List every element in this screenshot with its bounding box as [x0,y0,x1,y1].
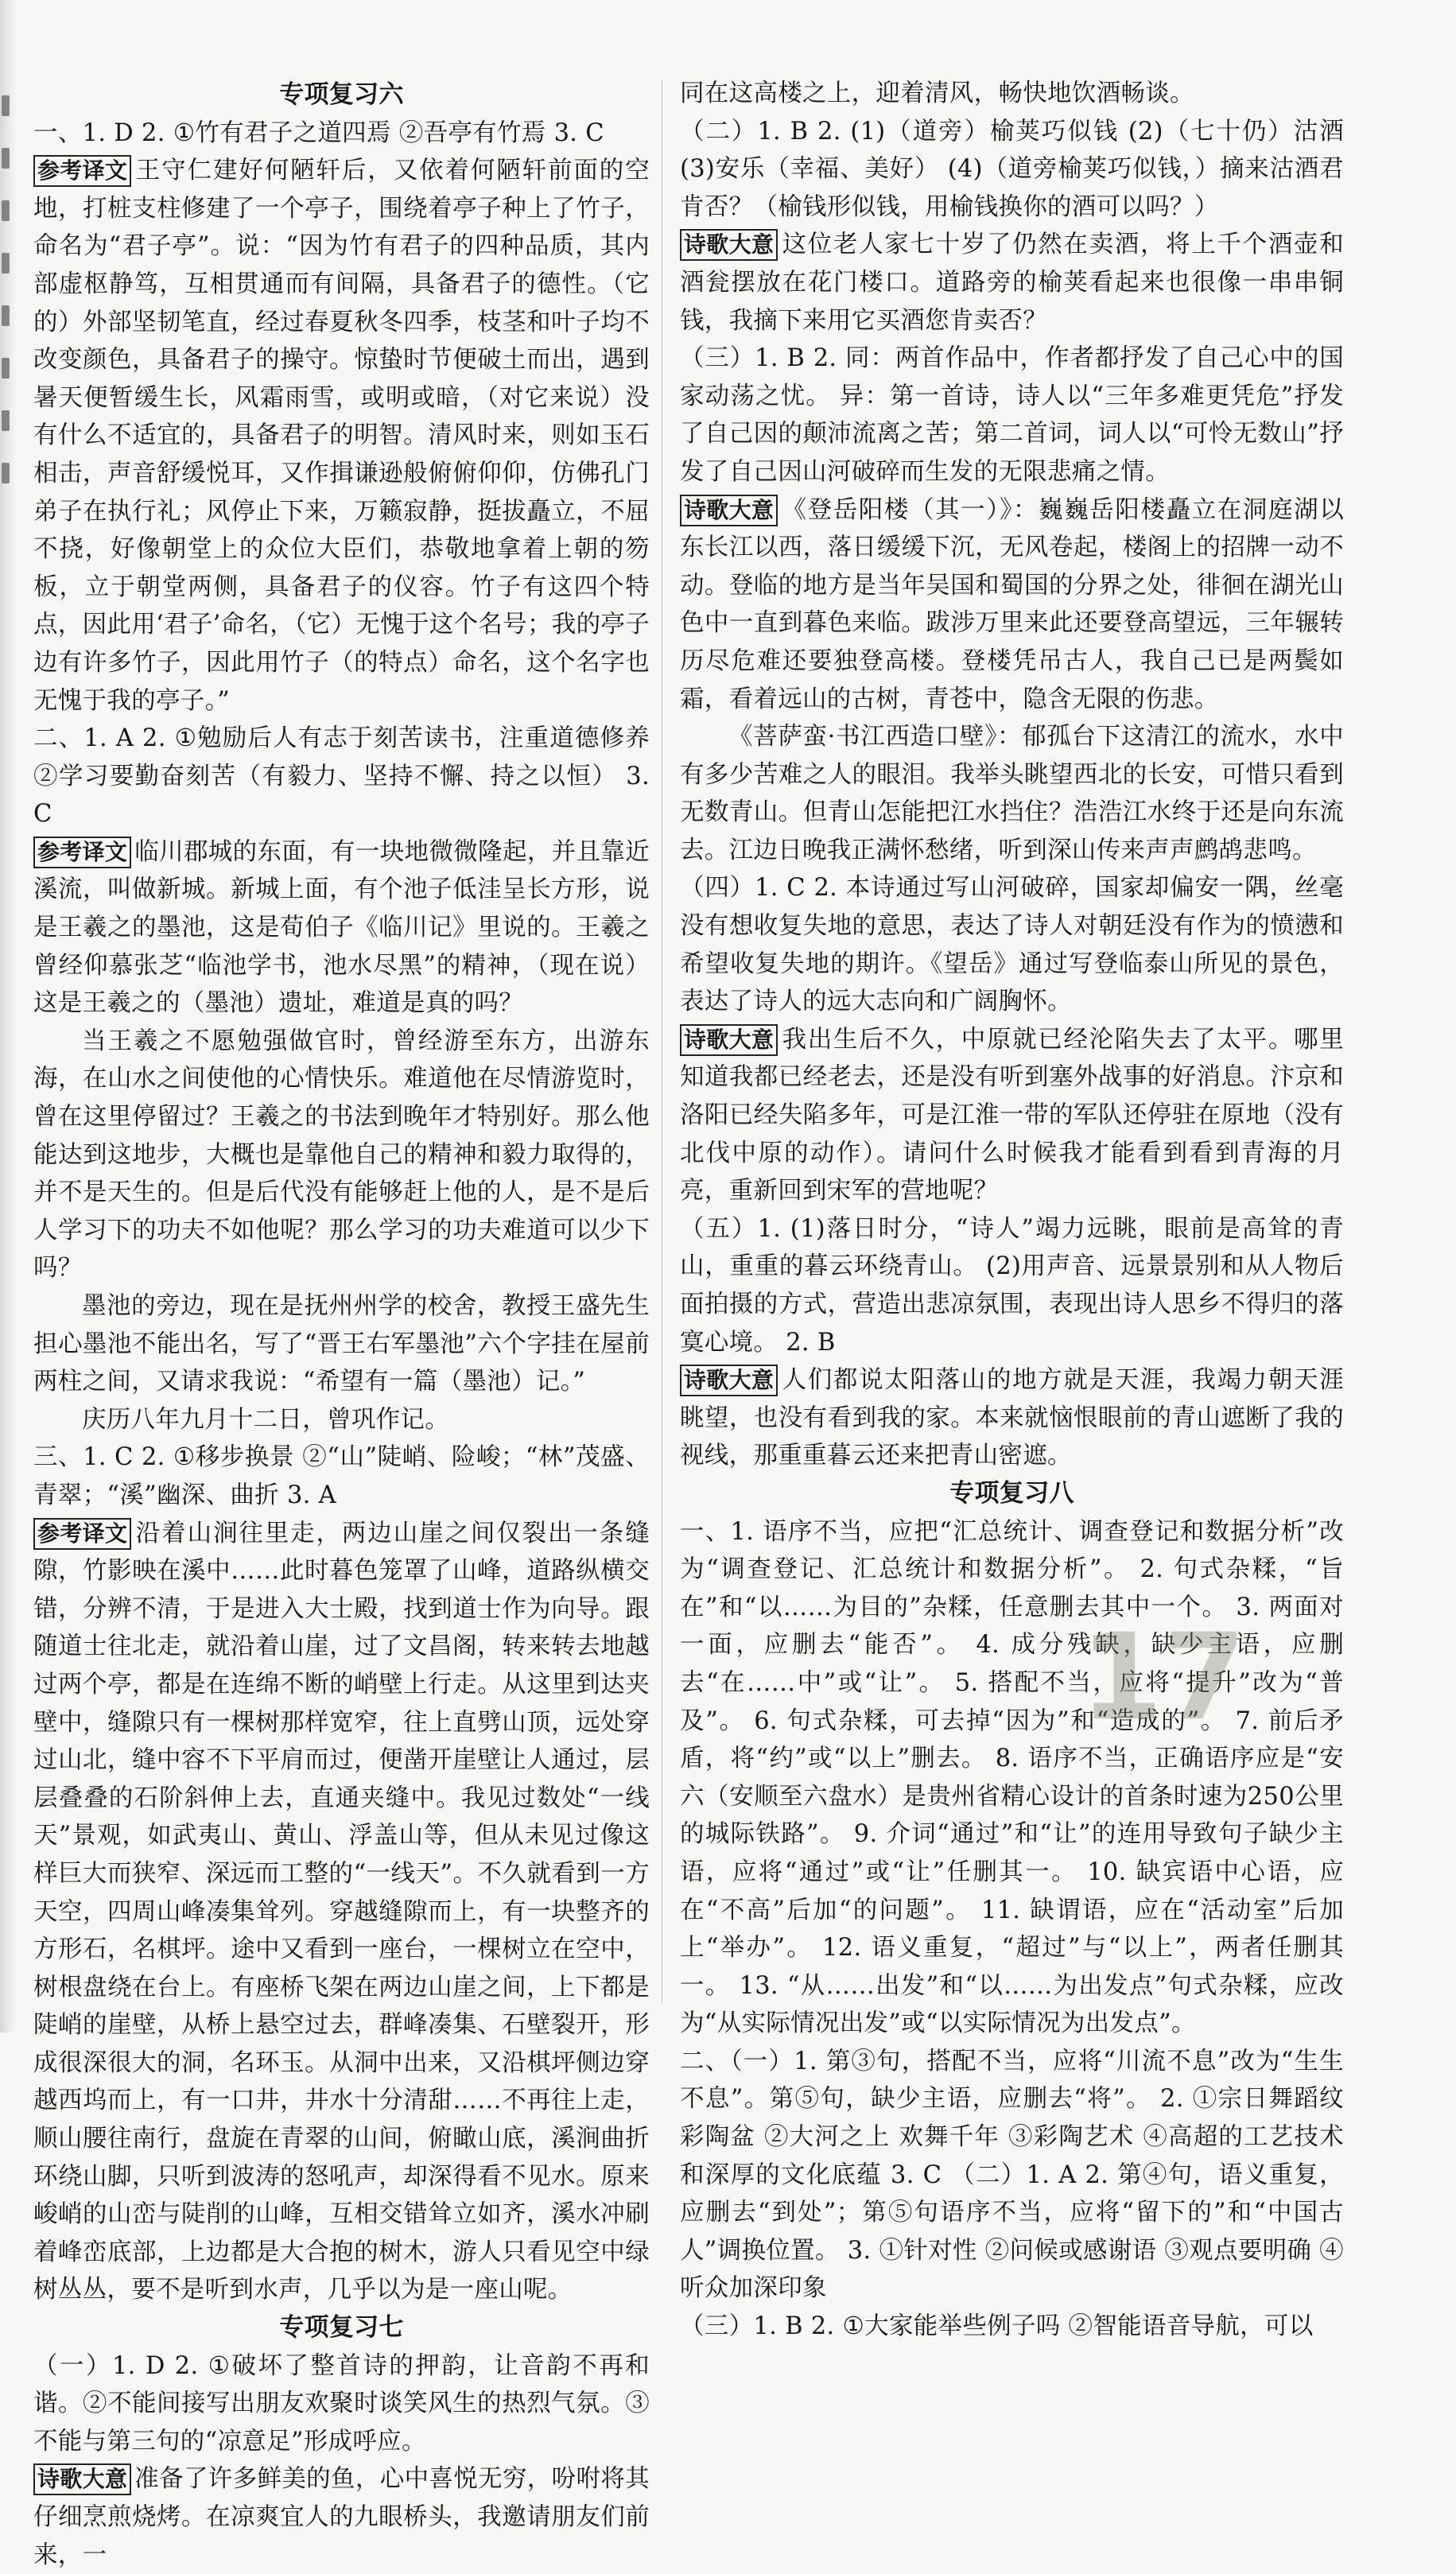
tag-label: 诗歌大意 [680,495,778,526]
poem-meaning-text: 我出生后不久，中原就已经沦陷失去了太平。哪里知道我都已经老去，还是没有听到塞外战事的好消息。汴京和洛阳已经失陷多年，可是江淮一带的军队还停驻在原地（没有北伐中原的动作）。请问什么时候我才能看到看到青海的月亮，重新回到宋军的营地呢？ [680,1025,1344,1205]
poem-meaning-block [680,1361,1344,1475]
paragraph: 《菩萨蛮·书江西造口壁》：郁孤台下这清江的流水，水中有多少苦难之人的眼泪。我举头眺望西北的长安，可惜只看到无数青山。但青山怎能把江水挡住？浩浩江水终于还是向东流去。江边日晚我正满怀愁绪，听到深山传来声声鹧鸪悲鸣。 [680,723,1344,864]
tag-label: 参考译文 [33,837,131,868]
translation-text: 临川郡城的东面，有一块地微微隆起，并且靠近溪流，叫做新城。新城上面，有个池子低洼呈长方形，说是王羲之的墨池，这是荀伯子《临川记》里说的。王羲之曾经仰慕张芝“临池学书，池水尽黑”的精神，（现在说）这是王羲之的（墨池）遗址，难道是真的吗？ [33,837,650,1018]
answer-6-3: 三、1. C 2. ①移步换景 ②“山”陡峭、险峻；“林”茂盛、青翠；“溪”幽深、曲折 3. A [33,1443,650,1509]
tag-label: 诗歌大意 [680,229,778,261]
poem-meaning-text: 这位老人家七十岁了仍然在卖酒，将上千个酒壶和酒瓮摆放在花门楼口。道路旁的榆荚看起来也很像一串串铜钱，我摘下来用它买酒您肯卖否？ [680,231,1344,335]
translation-text: 王守仁建好何陋轩后，又依着何陋轩前面的空地，打桩支柱修建了一个亭子，围绕着亭子种上了竹子，命名为“君子亭”。说：“因为竹有君子的四种品质，其内部虚枢静笃，互相贯通而有间隔，具备君子的德性。（它的）外部坚韧笔直，经过春夏秋冬四季，枝茎和叶子均不改变颜色，具备君子的操守。惊蛰时节便破土而出，遇到暑天便暂缓生长，风霜雨雪，或明或暗，（对它来说）没有什么不适宜的，具备君子的明智。清风时来，则如玉石相击，声音舒缓悦耳，又作揖谦逊般俯俯仰仰，仿佛孔门弟子在执行礼；风停止下来，万籁寂静，挺拔矗立，不屈不挠，好像朝堂上的众位大臣们，恭敬地拿着上朝的笏板，立于朝堂两侧，具备君子的仪容。竹子有这四个特点，因此用‘君子’命名，（它）无愧于这个名号；我的亭子边有许多竹子，因此用竹子（的特点）命名，这个名字也无愧于我的亭子。” [33,157,650,715]
poem-meaning-text: 《登岳阳楼（其一）》：巍巍岳阳楼矗立在洞庭湖以东长江以西，落日缓缓下沉，无风卷起，楼阁上的招牌一动不动。登临的地方是当年吴国和蜀国的分界之处，徘徊在湖光山色中一直到暮色来临。跋涉万里来此还要登高望远，三年辗转历尽危难还要独登高楼。登楼凭吊古人，我自己已是两鬓如霜，看着远山的古树，青苍中，隐含无限的伤悲。 [680,495,1344,713]
edge-marks [2,95,13,515]
translation-block [33,833,650,1023]
poem-meaning-text: 准备了许多鲜美的鱼，心中喜悦无穷，吩咐将其仔细烹煎烧烤。在凉爽宜人的九眼桥头，我邀请朋友们前来，一 [33,2465,650,2569]
continued-text: 同在这高楼之上，迎着清风，畅快地饮酒畅谈。 [680,80,1194,107]
answer-7-2: （二）1. B 2. (1)（道旁）榆荚巧似钱 (2)（七十仍）沽酒 (3)安乐（幸福、美好） (4)（道旁榆荚巧似钱，）摘来沽酒君肯否？（榆钱形似钱，用榆钱换你的酒可以吗？） [680,117,1344,221]
paragraph: 墨池的旁边，现在是抚州州学的校舍，教授王盛先生担心墨池不能出名，写了“晋王右军墨池”六个字挂在屋前两柱之间，又请求我说：“希望有一篇（墨池）记。” [33,1292,650,1396]
translation-text: 沿着山涧往里走，两边山崖之间仅裂出一条缝隙，竹影映在溪中……此时暮色笼罩了山峰，道路纵横交错，分辨不清，于是进入大士殿，找到道士作为向导。跟随道士往北走，就沿着山崖，过了文昌阁，转来转去地越过两个亭，都是在连绵不断的峭壁上行走。从这里到达夹壁中，缝隙只有一棵树那样宽窄，往上直劈山顶，远处穿过山北，缝中容不下平肩而过，便凿开崖壁让人通过，层层叠叠的石阶斜伸上去，直通夹缝中。我见过数处“一线天”景观，如武夷山、黄山、浮盖山等，但从未见过像这样巨大而狭窄、深远而工整的“一线天”。不久就看到一方天空，四周山峰凑集耸列。穿越缝隙而上，有一块整齐的方形石，名棋坪。途中又看到一座台，一棵树立在空中，树根盘绕在台上。有座桥飞架在两边山崖之间，上下都是陡峭的崖壁，从桥上悬空过去，群峰凑集、石壁裂开，形成很深很大的洞，名环玉。从洞中出来，又沿棋坪侧边穿越西坞而上，有一口井，井水十分清甜……不再往上走，顺山腰往南行，盘旋在青翠的山间，俯瞰山底，溪涧曲折环绕山脚，只听到波涛的怒吼声，却深得看不见水。原来峻峭的山峦与陡削的山峰，互相交错耸立如齐，溪水冲刷着峰峦底部，上边都是大合抱的树木，游人只看见空中绿树丛丛，要不是听到水声，几乎以为是一座山呢。 [33,1519,650,2304]
answer-7-3: （三）1. B 2. 同：两首作品中，作者都抒发了自己心中的国家动荡之忧。 异：第一首诗，诗人以“三年多难更凭危”抒发了自己因的颠沛流离之苦；第二首词，词人以“可怜无数山”抒发了自己因山河破碎而生发的无限悲痛之情。 [680,344,1344,486]
paragraph: 当王羲之不愿勉强做官时，曾经游至东方，出游东海，在山水之间使他的心情快乐。难道他在尽情游览时，曾在这里停留过？王羲之的书法到晚年才特别好。那么他能达到这地步，大概也是靠他自己的精神和毅力取得的，并不是天生的。但是后代没有能够赶上他的人，是不是后人学习下的功夫不如他呢？那么学习的功夫难道可以少下吗？ [33,1027,650,1283]
translation-block [33,1515,650,2309]
paragraph: 庆历八年九月十二日，曾巩作记。 [82,1405,449,1434]
answer-8-1: 一、1. 语序不当，应把“汇总统计、调查登记和数据分析”改为“调查登记、汇总统计和数据分析”。 2. 句式杂糅，“旨在”和“以……为目的”杂糅，任意删去其中一个。 3. 两面对一面，应删去“能否”。 4. 成分残缺，缺少主语，应删去“在……中”或“让”。 5. 搭配不当，应将“提升”改为“普及”。 6. 句式杂糅，可去掉“因为”和“造成的”。 7. 前后矛盾，将“约”或“以上”删去。 8. 语序不当，正确语序应是“安六（安顺至六盘水）是贵州省精心设计的首条时速为250公里的城际铁路”。 9. 介词“通过”和“让”的连用导致句子缺少主语，应将“通过”或“让”任删其一。 10. 缺宾语中心语，应在“不高”后加“的问题”。 11. 缺谓语，应在“活动室”后加上“举办”。 12. 语义重复，“超过”与“以上”，两者任删其一。 13. “从……出发”和“以……为出发点”句式杂糅，应改为“从实际情况出发”或“以实际情况为出发点”。 [680,1517,1344,2038]
tag-label: 诗歌大意 [680,1024,778,1056]
poem-meaning-text: 人们都说太阳落山的地方就是天涯，我竭力朝天涯眺望，也没有看到我的家。本来就恼恨眼前的青山遮断了我的视线，那重重暮云还来把青山密遮。 [680,1366,1344,1470]
poem-meaning-block [680,1021,1344,1210]
answer-7-4: （四）1. C 2. 本诗通过写山河破碎，国家却偏安一隅，丝毫没有想收复失地的意思，表达了诗人对朝廷没有作为的愤懑和希望收复失地的期许。《望岳》通过写登临泰山所见的景色，表达了诗人的远大志向和广阔胸怀。 [680,874,1344,1016]
answer-8-3: （三）1. B 2. ①大家能举些例子吗 ②智能语音导航，可以 [680,2312,1314,2341]
answer-7-5: （五）1. (1)落日时分，“诗人”竭力远眺，眼前是高耸的青山，重重的暮云环绕青山。 (2)用声音、远景景别和从人物后面拍摄的方式，营造出悲凉氛围，表现出诗人思乡不得归的落寞心境。 2. B [680,1214,1344,1357]
poem-meaning-block [680,491,1344,719]
answer-6-1: 一、1. D 2. ①竹有君子之道四焉 ②吾亭有竹焉 3. C [33,118,604,147]
answer-8-2: 二、（一）1. 第③句，搭配不当，应将“川流不息”改为“生生不息”。第⑤句，缺少主语，应删去“将”。 2. ①宗日舞蹈纹彩陶盆 ②大河之上 欢舞千年 ③彩陶艺术 ④高超的工艺技术和深厚的文化底蕴 3. C （二）1. A 2. 第④句，语义重复，应删去“到处”；第⑤句语序不当，应将“留下的”和“中国古人”调换位置。 3. ①针对性 ②问候或感谢语 ③观点要明确 ④听众加深印象 [680,2047,1344,2303]
page-number: 17 [1080,1609,1246,1747]
page-binding-edge [0,0,16,2032]
tag-label: 参考译文 [33,1518,131,1550]
tag-label: 参考译文 [33,155,131,187]
tag-label: 诗歌大意 [680,1365,778,1396]
answer-7-1: （一）1. D 2. ①破坏了整首诗的押韵，让音韵不再和谐。②不能间接写出朋友欢聚时谈笑风生的热烈气氛。③不能与第三句的“凉意足”形成呼应。 [33,2351,650,2456]
answer-6-2: 二、1. A 2. ①勉励后人有志于刻苦读书，注重道德修养 ②学习要勤奋刻苦（有毅力、坚持不懈、持之以恒） 3. C [33,724,650,829]
section-heading-7: 专项复习七 [279,2313,404,2343]
poem-meaning-block [33,2460,650,2574]
left-column [33,76,650,2569]
section-heading-6: 专项复习六 [279,80,404,109]
section-heading-8: 专项复习八 [949,1478,1074,1508]
tag-label: 诗歌大意 [33,2463,131,2495]
poem-meaning-block [680,226,1344,340]
translation-block [33,152,650,720]
